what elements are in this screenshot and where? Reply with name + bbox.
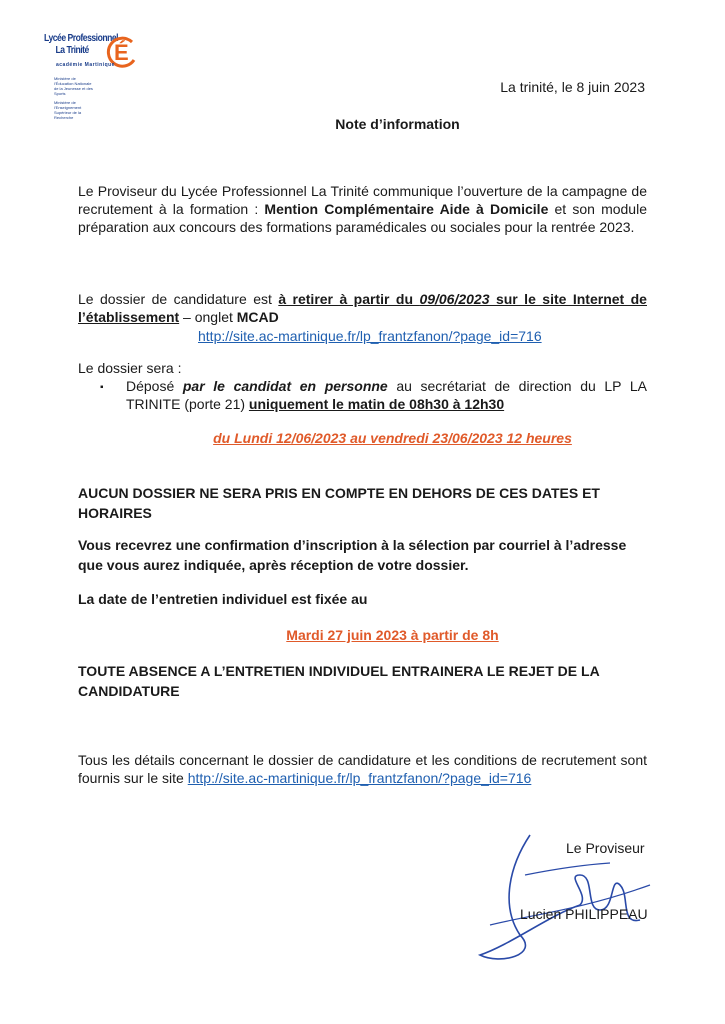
application-paragraph (78, 290, 647, 345)
deposit-hours: uniquement le matin de 08h30 à 12h30 (248, 396, 505, 412)
application-link[interactable]: http://site.ac-martinique.fr/lp_frantzfanon/?page_id=716 (198, 328, 542, 344)
deposit-bullet-text (126, 377, 647, 413)
deposit-text-1: Déposé (126, 378, 183, 394)
confirmation-notice: Vous recevrez une confirmation d’inscription à la sélection par courriel à l’adresse que vous aurez indiquée, après réception de votre dossier. (78, 537, 627, 573)
deposit-bullet-item (78, 377, 647, 413)
logo-academie: académie Martinique (56, 62, 115, 68)
application-text-2: – onglet (179, 309, 237, 325)
application-bold-2: sur le site Internet de l’établissement (78, 291, 647, 325)
formation-name: Mention Complémentaire Aide à Domicile (264, 201, 549, 217)
handwritten-signature (470, 815, 670, 975)
deposit-text-2: au secrétariat de direction du LP LA TRINITE (porte 21) (126, 378, 648, 412)
details-text: Tous les détails concernant le dossier de candidature et les conditions de recrutement sont fournis sur le site (78, 752, 647, 786)
warning-absence: TOUTE ABSENCE A L’ENTRETIEN INDIVIDUEL ENTRAINERA LE REJET DE LA CANDIDATURE (78, 663, 600, 699)
bullet-icon: ▪ (100, 382, 104, 393)
document-title: Note d’information (335, 116, 460, 132)
details-paragraph (78, 751, 647, 787)
signatory-title: Le Proviseur (566, 840, 645, 856)
intro-text-1: Le Proviseur du Lycée Professionnel La Trinité communique l’ouverture de la campagne de recrutement à la formation : (78, 183, 647, 217)
application-date: 09/06/2023 (419, 291, 490, 307)
signatory-name: Lucien PHILIPPEAU (520, 906, 648, 922)
logo-line-1: Lycée Professionnel (44, 32, 119, 44)
logo-ministry-1: Ministère de l'Éducation Nationale de la Jeunesse et des Sports (54, 76, 93, 96)
warning-deadline: AUCUN DOSSIER NE SERA PRIS EN COMPTE EN DEHORS DE CES DATES ET HORAIRES (78, 485, 600, 521)
logo-line-2: La Trinité (55, 44, 89, 56)
deposit-intro: Le dossier sera : (78, 360, 182, 376)
deposit-period: du Lundi 12/06/2023 au vendredi 23/06/2023 12 heures (213, 430, 572, 446)
intro-paragraph (78, 182, 647, 236)
application-tab-name: MCAD (236, 309, 279, 325)
interview-intro: La date de l’entretien individuel est fixée au (78, 591, 368, 607)
interview-date: Mardi 27 juin 2023 à partir de 8h (286, 627, 499, 643)
deposit-in-person: par le candidat en personne (182, 378, 388, 394)
application-bold-1: à retirer à partir du (278, 291, 420, 307)
intro-text-2: et son module préparation aux concours des formations paramédicales ou sociales pour la rentrée 2023. (78, 201, 647, 235)
details-link[interactable]: http://site.ac-martinique.fr/lp_frantzfanon/?page_id=716 (187, 770, 532, 786)
logo-ministry-2: Ministère de l'Enseignement Supérieur de la Recherche (54, 100, 82, 120)
deposit-paragraph (78, 359, 647, 413)
school-logo (44, 32, 144, 152)
document-date: La trinité, le 8 juin 2023 (500, 79, 645, 95)
svg-text:É: É (114, 40, 129, 65)
application-text-1: Le dossier de candidature est (78, 291, 279, 307)
